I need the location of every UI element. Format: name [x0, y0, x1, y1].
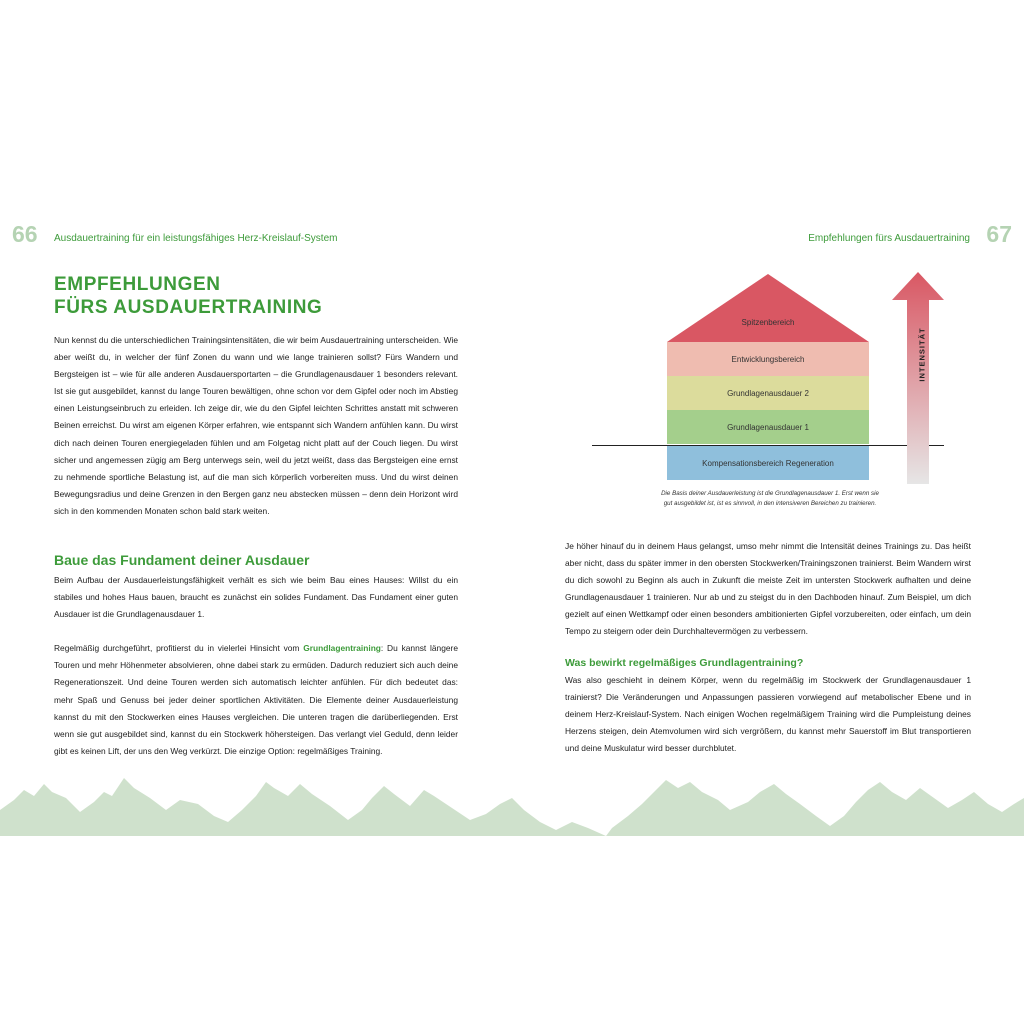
level-grundlagenausdauer-2 [667, 376, 869, 410]
running-head-left: Ausdauertraining für ein leistungsfähiges Herz-Kreislauf-System [54, 233, 338, 244]
right-paragraph-1: Je höher hinauf du in deinem Haus gelangst, umso mehr nimmt die Intensität deines Trainings zu. Das heißt aber nicht, dass du später immer in den obersten Stockwerken/Trainingszonen trainierst. Beim Wandern wirst du dich sowohl zu Beginn als auch in Zukunft die meiste Zeit im untersten Stockwerk aufhalten und deine Grundlagenausdauer 1 trainieren. Nur ab und zu steigst du in den Dachboden hinauf. Zum Beispiel, um dich gezielt auf einen Wettkampf oder einen besonders ambitionierten Gipfel vorzubereiten, oder einfach, um dein Tempo zu steigern oder dein Durchhaltevermögen zu verbessern. [565, 541, 971, 637]
level-grundlagenausdauer-1 [667, 410, 869, 444]
diagram-caption [605, 489, 935, 509]
right-column-text-2 [565, 672, 971, 757]
chapter-title [54, 273, 322, 319]
chapter-title-line-2: FÜRS AUSDAUERTRAINING [54, 297, 323, 318]
fundament-paragraph-2-start: Regelmäßig durchgeführt, profitierst du in vielerlei Hinsicht vom [54, 643, 304, 654]
right-column-text [565, 538, 971, 641]
intro-text [54, 332, 458, 520]
label-kompensationsbereich: Kompensationsbereich Regeneration [702, 458, 834, 468]
label-spitzenbereich: Spitzenbereich [741, 318, 795, 327]
house-diagram [580, 270, 980, 515]
level-kompensationsbereich [667, 446, 869, 480]
subheading-grundlagentraining: Was bewirkt regelmäßiges Grundlagentraining? [565, 657, 804, 669]
caption-line-1: Die Basis deiner Ausdauerleistung ist die Grundlagenausdauer 1. Erst wenn sie [661, 490, 879, 497]
right-paragraph-2: Was also geschieht in deinem Körper, wenn du regelmäßig im Stockwerk der Grundlagenausdauer 1 trainierst? Die Veränderungen und Anpassungen passieren vorwiegend auf metabolischer Ebene und in deinem Herz-Kreislauf-System. Nach einigen Wochen regelmäßigem Training wird die Pumpleistung deines Herzens steigen, dein Atemvolumen wird sich vergrößern, du kannst mehr Sauerstoff im Blut transportieren und deine Muskulatur wird besser durchblutet. [565, 675, 971, 754]
keyword-grundlagentraining: Grundlagentraining [303, 643, 381, 654]
page-number-right: 67 [986, 221, 1012, 247]
page-number-left: 66 [12, 221, 38, 247]
label-grundlagenausdauer-2: Grundlagenausdauer 2 [727, 388, 809, 398]
level-entwicklungsbereich [667, 342, 869, 376]
label-entwicklungsbereich: Entwicklungsbereich [731, 354, 805, 364]
fundament-paragraph-2 [54, 640, 458, 760]
label-grundlagenausdauer-1: Grundlagenausdauer 1 [727, 422, 809, 432]
roof-spitzenbereich [667, 274, 869, 342]
intensity-label: INTENSITÄT [917, 327, 927, 382]
section-heading-fundament: Baue das Fundament deiner Ausdauer [54, 552, 310, 568]
caption-line-2: gut ausgebildet ist, ist es sinnvoll, in den intensiveren Bereichen zu trainieren. [663, 500, 877, 507]
running-head-right: Empfehlungen fürs Ausdauertraining [808, 233, 970, 244]
mountain-range-decoration [0, 770, 1024, 836]
fundament-paragraph-1: Beim Aufbau der Ausdauerleistungsfähigkeit verhält es sich wie beim Bau eines Hauses: Willst du ein stabiles und hohes Haus bauen, braucht es zunächst ein solides Fundament. Das Fundament einer guten Ausdauer ist die Grundlagenausdauer 1. [54, 575, 458, 620]
section-fundament-text [54, 572, 458, 760]
fundament-paragraph-2-rest: : Du kannst längere Touren und mehr Höhenmeter absolvieren, ohne dabei stark zu ermüden. Dadurch reduziert sich auch deine Regenerationszeit. Und deine Touren werden sich automatisch leichter anfühlen. Für dich bedeutet das: mehr Spaß und Genuss bei jeder deiner sportlichen Aktivitäten. Die Elemente deiner Ausdauerleistung kannst du mit den Stockwerken eines Hauses vergleichen. Die unteren tragen die darüberliegenden. Erst wenn sie gut ausgebildet sind, kannst du ein Stockwerk höhersteigen. Das verlangt viel Geduld, denn leider gibt es keinen Lift, der uns den Weg verkürzt. Die einzige Option: regelmäßiges Training. [54, 643, 458, 756]
chapter-title-line-1: EMPFEHLUNGEN [54, 274, 221, 295]
intro-paragraph: Nun kennst du die unterschiedlichen Trainingsintensitäten, die wir beim Ausdauertraining unterscheiden. Wie aber weißt du, in welcher der fünf Zonen du wann und wie lange trainieren sollst? Fürs Wandern und Bergsteigen ist – wie für alle anderen Ausdauersportarten – die Grundlagenausdauer 1 besonders relevant. Ist sie gut ausgebildet, kannst du lange Touren bewältigen, ohne schon vor dem Gipfel oder noch im Abstieg einen Leistungseinbruch zu erleiden. Ich zeige dir, wie du den Gipfel leichten Schrittes anstatt mit schweren Beinen erreichst. Du wirst am eigenen Körper erfahren, wie entspannt sich Wandern anfühlen kann. Du wirst dich nach deinen Touren energiegeladen fühlen und am Folgetag nicht platt auf der Couch liegen. Du wirst sicher und angemessen zügig am Berg unterwegs sein, weil du jetzt weißt, dass das Bergsteigen eine ernst zu nehmende sportliche Belastung ist, auf die man sich körperlich vorbereiten muss. Und du wirst deinen Bewegungsradius und deine Grenzen in den Bergen ganz neu abstecken müssen – denn dein Horizont wird sich in den kommenden Monaten schon bald stark weiten. [54, 335, 458, 516]
